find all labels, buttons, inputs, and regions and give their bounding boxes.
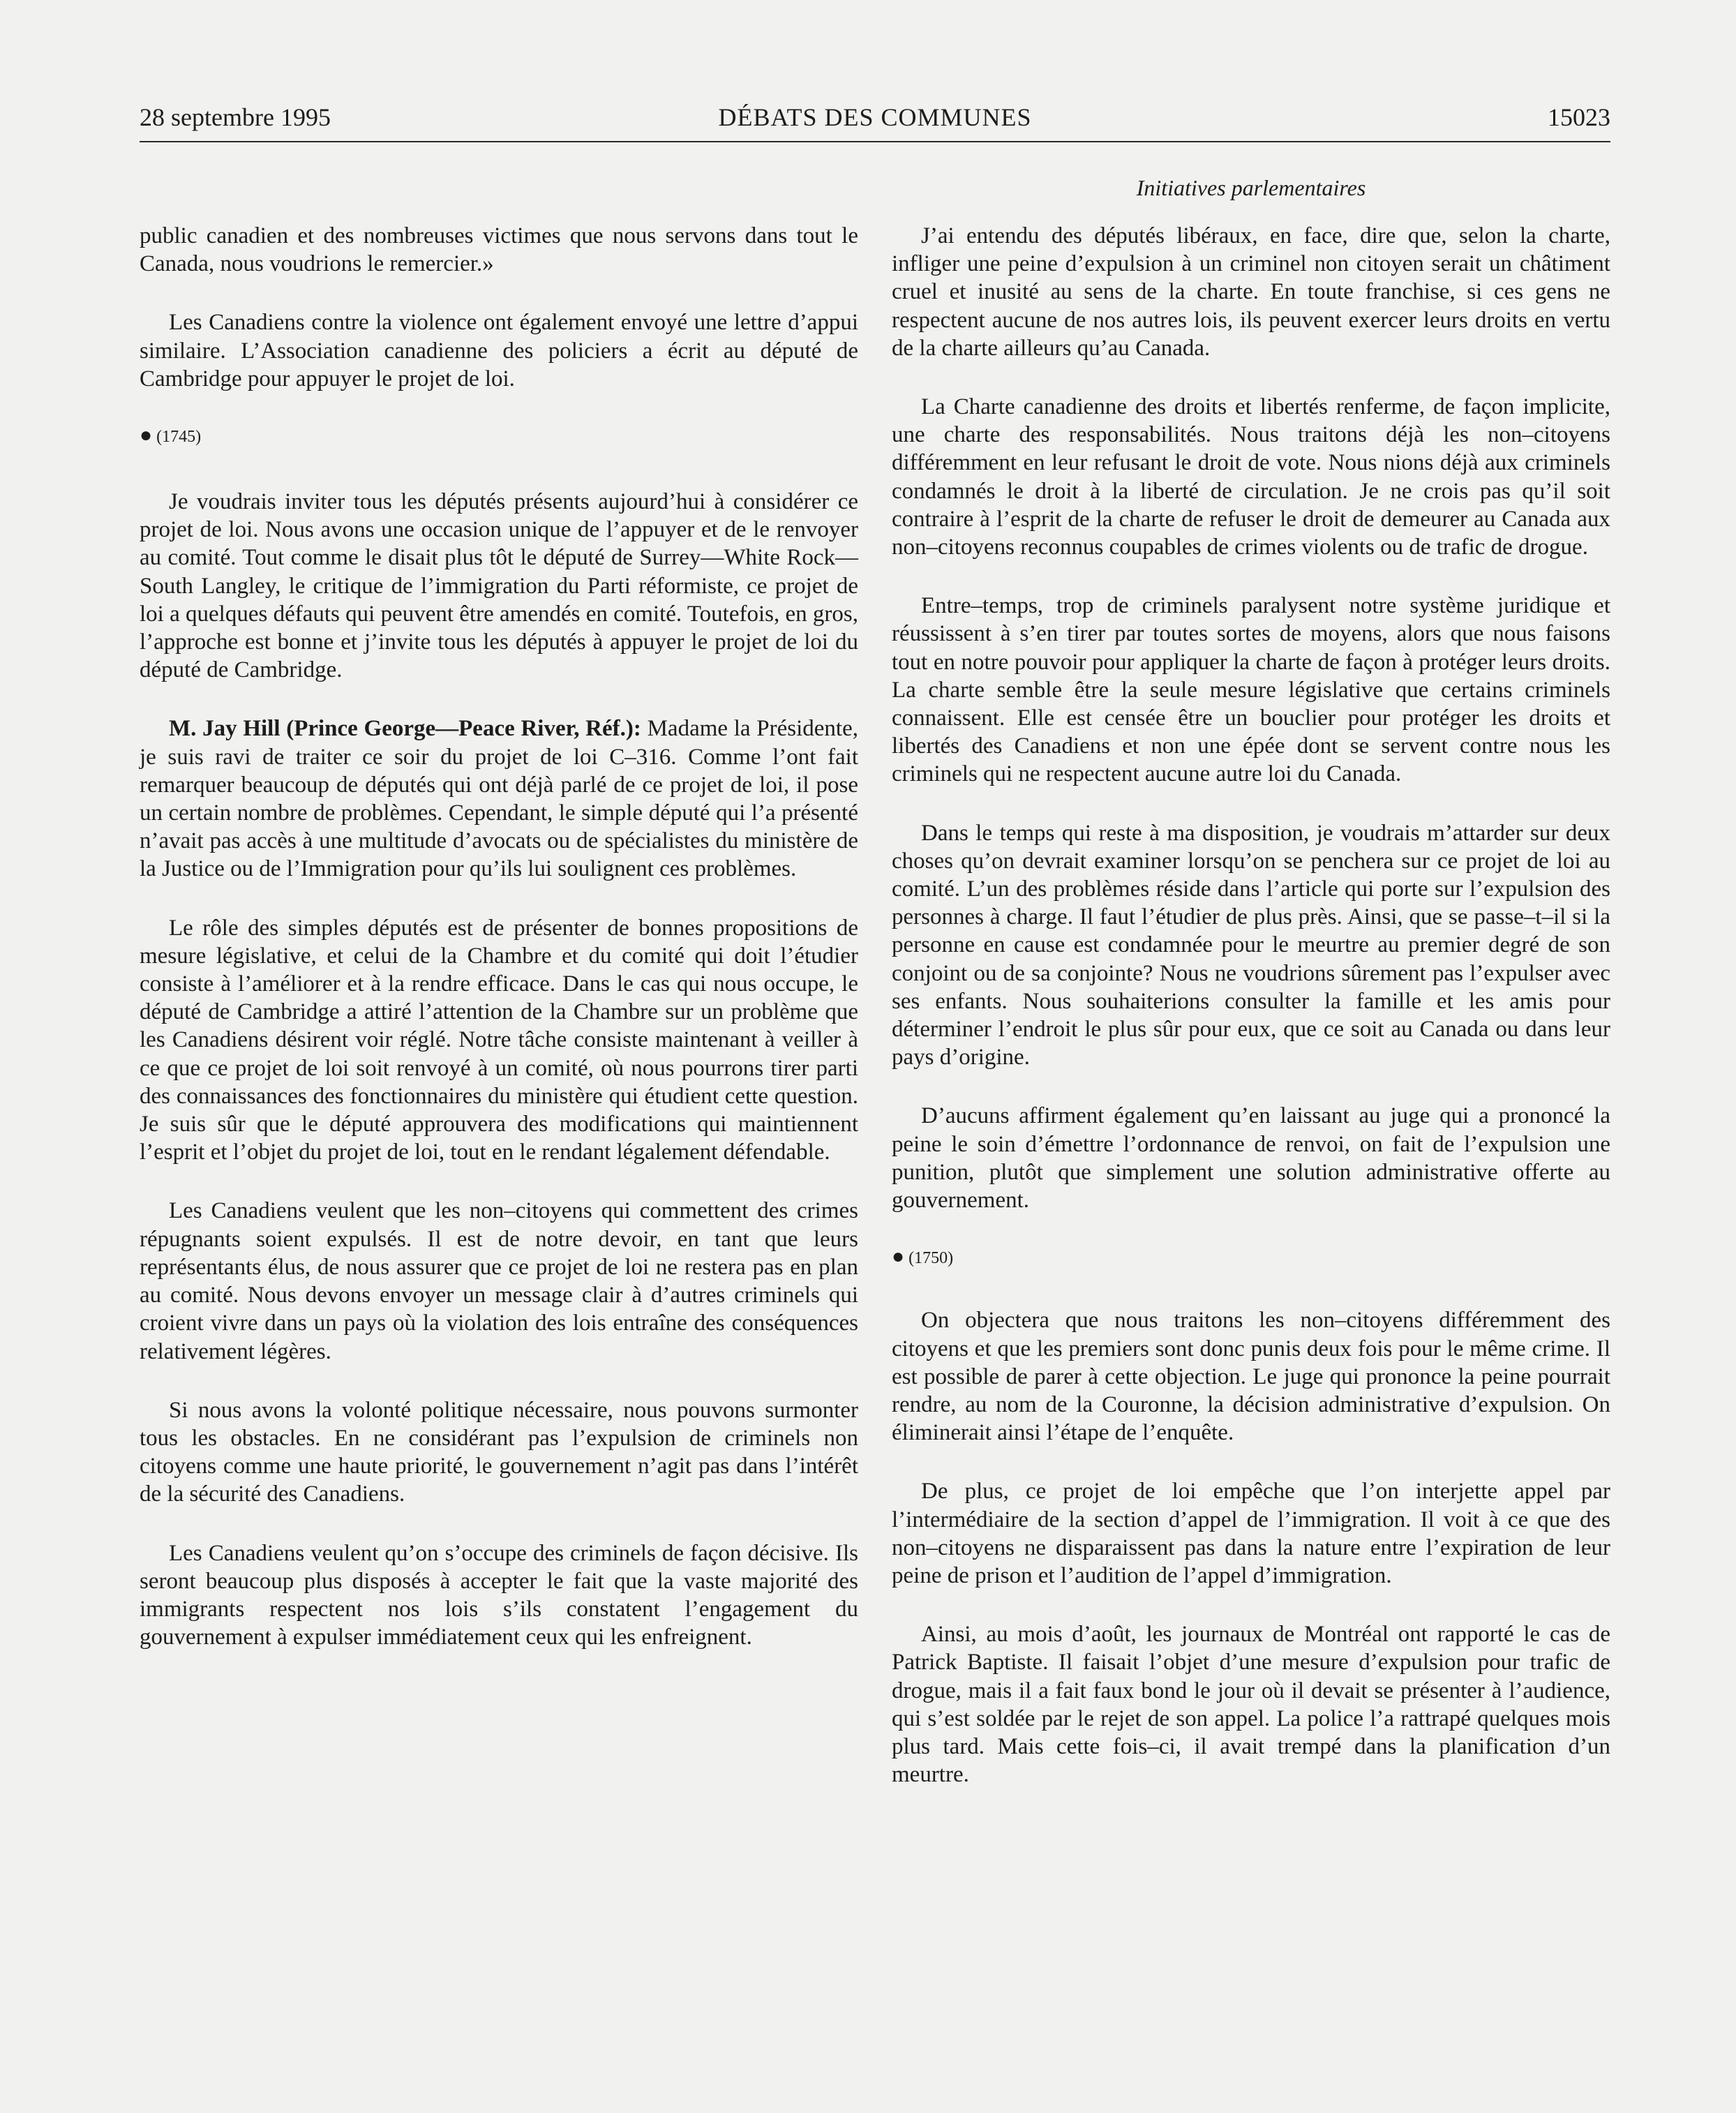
paragraph: Dans le temps qui reste à ma disposition, je voudrais m’attarder sur deux choses qu’on devrait examiner lorsqu’on se penchera sur ce projet de loi au comité. L’un des problèmes réside dans l’article qui porte sur l’expulsion des personnes à charge. Il faut l’étudier de plus près. Ainsi, que se passe–t–il si la personne en cause est condamnée pour le meurtre au premier degré de son conjoint ou de sa conjointe? Nous ne voudrions sûrement pas l’expulser avec ses enfants. Nous souhaiterions consulter la famille et les amis pour déterminer l’endroit le plus sûr pour eux, que ce soit au Canada ou dans leur pays d’origine. bbox=[892, 820, 1610, 1070]
right-column bbox=[892, 222, 1610, 1819]
paragraph: Entre–temps, trop de criminels paralysent notre système juridique et réussissent à s’en tirer par toutes sortes de moyens, alors que nous faisons tout en notre pouvoir pour appliquer la charte de façon à protéger leurs droits. La charte semble être la seule mesure législative que certains criminels connaissent. Elle est censée être un bouclier pour protéger les droits et libertés des Canadiens et non une épée dont se servent contre nous les criminels qui ne respectent aucune autre loi du Canada. bbox=[892, 593, 1610, 787]
paragraph: Le rôle des simples députés est de présenter de bonnes propositions de mesure législative, et celui de la Chambre et du comité qui doit l’étudier consiste à l’améliorer et à la rendre efficace. Dans le cas qui nous occupe, le député de Cambridge a attiré l’attention de la Chambre sur un problème que les Canadiens désirent voir réglé. Notre tâche consiste maintenant à veiller à ce que ce projet de loi soit renvoyé à un comité, où nous pourrons tirer parti des connaissances des fonctionnaires du ministère qui étudient cette question. Je suis sûr que le député approuvera des modifications qui maintiennent l’esprit et l’objet du projet de loi, tout en le rendant légalement défendable. bbox=[140, 915, 858, 1165]
bullet-icon: ● bbox=[140, 424, 153, 447]
speech-text: Madame la Présidente, je suis ravi de traiter ce soir du projet de loi C–316. Comme l’ont fait remarquer beaucoup de députés qui ont déjà parlé de ce projet de loi, il pose un certain nombre de problèmes. Cependant, le simple député qui l’a présenté n’avait pas accès à une multitude d’avocats ou de spécialistes du ministère de la Justice ou de l’Immigration pour qu’ils lui soulignent ces problèmes. bbox=[140, 716, 858, 882]
header-page-number: 15023 bbox=[1548, 103, 1610, 131]
page-header bbox=[140, 99, 1610, 140]
paragraph: public canadien et des nombreuses victimes que nous servons dans tout le Canada, nous voudrions le remercier.» bbox=[140, 223, 858, 277]
header-date: 28 septembre 1995 bbox=[140, 103, 331, 131]
paragraph: La Charte canadienne des droits et libertés renferme, de façon implicite, une charte des responsabilités. Nous traitons déjà les non–citoyens différemment en leur refusant le droit de vote. Nous nions déjà aux criminels condamnés le droit à la liberté de circulation. Je ne crois pas qu’il soit contraire à l’esprit de la charte de refuser le droit de demeurer au Canada aux non–citoyens reconnus coupables de crimes violents ou de trafic de drogue. bbox=[892, 394, 1610, 560]
paragraph: D’aucuns affirment également qu’en laissant au juge qui a prononcé la peine le soin d’émettre l’ordonnance de renvoi, on fait de l’expulsion une punition, plutôt que simplement une solution administrative offerte au gouvernement. bbox=[892, 1103, 1610, 1214]
speaker-name: M. Jay Hill (Prince George—Peace River, Réf.): bbox=[169, 716, 641, 742]
paragraph: Si nous avons la volonté politique nécessaire, nous pouvons surmonter tous les obstacles. En ne considérant pas l’expulsion de criminels non citoyens comme une haute priorité, le gouvernement n’agit pas dans l’intérêt de la sécurité des Canadiens. bbox=[140, 1397, 858, 1507]
timestamp-text: (1745) bbox=[156, 428, 202, 447]
paragraph: On objectera que nous traitons les non–citoyens différemment des citoyens et que les premiers sont donc punis deux fois pour le même crime. Il est possible de parer à cette objection. Le juge qui prononce la peine pourrait rendre, au nom de la Couronne, la décision administrative d’expulsion. On éliminerait ainsi l’étape de l’enquête. bbox=[892, 1308, 1610, 1446]
bullet-icon: ● bbox=[892, 1245, 905, 1269]
paragraph: Les Canadiens veulent qu’on s’occupe des criminels de façon décisive. Ils seront beaucoup plus disposés à accepter le fait que la vaste majorité des immigrants respectent nos lois s’ils constatent l’engagement du gouvernement à expulser immédiatement ceux qui les enfreignent. bbox=[140, 1540, 858, 1650]
section-title: Initiatives parlementaires bbox=[1136, 175, 1366, 200]
timestamp-text: (1750) bbox=[908, 1249, 954, 1268]
left-column bbox=[140, 222, 858, 1682]
timestamp-marker bbox=[140, 424, 858, 449]
paragraph: Les Canadiens veulent que les non–citoyens qui commettent des crimes répugnants soient expulsés. Il est de notre devoir, en tant que leurs représentants élus, de nous assurer que ce projet de loi ne restera pas en plan au comité. Nous devons envoyer un message clair à d’autres criminels qui croient vivre dans un pays où la violation des lois entraîne des conséquences relativement légères. bbox=[140, 1198, 858, 1364]
paragraph: Les Canadiens contre la violence ont également envoyé une lettre d’appui similaire. L’Association canadienne des policiers a écrit au député de Cambridge pour appuyer le projet de loi. bbox=[140, 310, 858, 391]
paragraph: Je voudrais inviter tous les députés présents aujourd’hui à considérer ce projet de loi. Nous avons une occasion unique de l’appuyer et de le renvoyer au comité. Tout comme le disait plus tôt le député de Surrey—White Rock—South Langley, le critique de l’immigration du Parti réformiste, ce projet de loi a quelques défauts qui peuvent être amendés en comité. Toutefois, en gros, l’approche est bonne et j’invite tous les députés à appuyer le projet de loi du député de Cambridge. bbox=[140, 489, 858, 683]
paragraph: De plus, ce projet de loi empêche que l’on interjette appel par l’intermédiaire de la section d’appel de l’immigration. Il voit à ce que des non–citoyens ne disparaissent pas dans la nature entre l’expiration de leur peine de prison et l’audition de l’appel d’immigration. bbox=[892, 1479, 1610, 1588]
header-journal-title: DÉBATS DES COMMUNES bbox=[718, 103, 1032, 131]
paragraph: J’ai entendu des députés libéraux, en face, dire que, selon la charte, infliger une peine d’expulsion à un criminel non citoyen serait un châtiment cruel et inusité au sens de la charte. En toute franchise, si ces gens ne respectent aucune de nos autres lois, ils peuvent exercer leurs droits en vertu de la charte ailleurs qu’au Canada. bbox=[892, 223, 1610, 361]
paragraph: Ainsi, au mois d’août, les journaux de Montréal ont rapporté le cas de Patrick Baptiste. Il faisait l’objet d’une mesure d’expulsion pour trafic de drogue, mais il a fait faux bond le jour où il devait se présenter à l’audience, qui s’est soldée par le rejet de son appel. La police l’a rattrapé quelques mois plus tard. Mais cette fois–ci, il avait trempé dans la planification d’un meurtre. bbox=[892, 1622, 1610, 1788]
speaker-paragraph bbox=[140, 715, 858, 883]
header-rule bbox=[140, 141, 1610, 142]
timestamp-marker bbox=[892, 1245, 1610, 1270]
